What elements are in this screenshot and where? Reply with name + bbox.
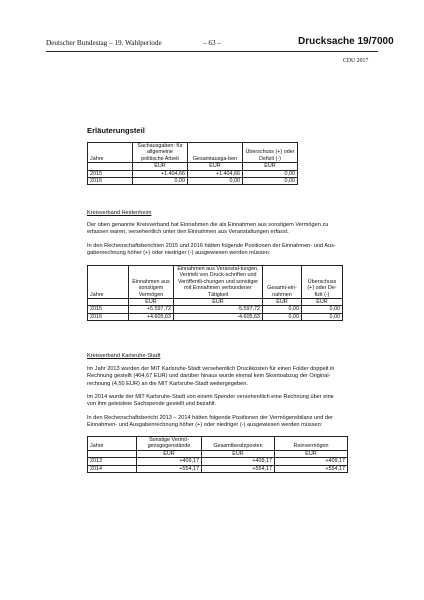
paragraph (87, 394, 379, 409)
table-cell: 2016 (88, 313, 129, 320)
text-line: Rechnung gestellt (404,67 EUR) und darüber hinaus wurde einmal kein Skontoabzug der Original- (87, 373, 331, 380)
table-cell: +409,17 (275, 458, 348, 465)
table-cell: +1.404,66 (188, 170, 243, 177)
table-assets (87, 436, 348, 473)
unit-cell (88, 450, 137, 457)
party-label: CDU 2017 (343, 58, 369, 64)
unit-cell (88, 163, 133, 170)
table-row (88, 170, 298, 177)
table-cell: 0,00 (243, 178, 298, 185)
table-cell: 0,00 (133, 178, 188, 185)
table-header-row (88, 266, 343, 299)
col-header: Gesamtbesitzposten (202, 437, 275, 451)
table-cell: +554,17 (137, 465, 202, 472)
text-line: Im Jahr 2013 wurden der MIT Karlsruhe-Stadt versehentlich Druckkosten für einen Folder doppelt in (87, 366, 335, 372)
text-line: Im 2014 wurde der MIT Karlsruhe-Stadt von einem Spender versehentlich eine Rechnung über eine (87, 394, 334, 400)
paragraph (87, 222, 379, 237)
table-cell: 2015 (88, 170, 133, 177)
table-cell: +554,17 (202, 465, 275, 472)
unit-cell: EUR (174, 299, 263, 306)
text-line: Einnahmen- und Ausgabenrechnung höher (+) oder niedriger (-) ausgewiesen werden müssen: (87, 422, 323, 429)
table-cell: 0,00 (243, 170, 298, 177)
table-header-row (88, 143, 298, 163)
table-cell: +409,17 (202, 458, 275, 465)
unit-cell: EUR (302, 299, 343, 306)
unit-cell: EUR (137, 450, 202, 457)
text-line: erfassen waren, versehentlich unter den Einnahmen aus Veranstaltungen erfasst. (87, 229, 289, 236)
unit-cell: EUR (129, 299, 174, 306)
table-cell: 2016 (88, 178, 133, 185)
table-cell: 0,00 (302, 306, 343, 313)
table-cell: 0,00 (263, 313, 302, 320)
table-cell: 0,00 (188, 178, 243, 185)
col-header: Sonstige Vermö-gensgegenstände (137, 437, 202, 451)
paragraph (87, 366, 379, 388)
table-cell: +4.605,63 (129, 313, 174, 320)
unit-cell (88, 299, 129, 306)
col-header: Einnahmen aus Veranstal-tungen, Vertrieb von Druck-schriften und Veröffentli-chungen und sonstiger mit Einnahmen verbundener Tätigkeit (174, 266, 263, 299)
table-expenses (87, 142, 298, 185)
drucksache-number-value: 7000 (371, 36, 394, 47)
col-header: Überschuss (+) oder De-fizit (-) (302, 266, 343, 299)
table-cell: 0,00 (263, 306, 302, 313)
table-unit-row (88, 163, 298, 170)
unit-cell: EUR (202, 450, 275, 457)
col-header: Gesamtausga-ben (188, 143, 243, 163)
table-unit-row (88, 450, 348, 457)
table-row (88, 178, 298, 185)
unit-cell: EUR (275, 450, 348, 457)
table-cell: +409,17 (137, 458, 202, 465)
section-heading-heidenheim: Kreisverband Heidenheim (87, 210, 152, 216)
header-parliament: Deutscher Bundestag – 19. Wahlperiode (46, 39, 162, 47)
table-cell: 0,00 (302, 313, 343, 320)
table-cell: -5.597,72 (174, 306, 263, 313)
paragraph (87, 243, 379, 258)
col-header: Überschuss (+) oder Defizit (-) (243, 143, 298, 163)
text-line: gabenrechnung höher (+) oder niedriger (-) ausgewiesen werden müssen: (87, 250, 271, 257)
page-number: – 63 – (203, 39, 221, 47)
table-cell: 2015 (88, 306, 129, 313)
table-row (88, 313, 343, 320)
unit-cell: EUR (263, 299, 302, 306)
text-line: In den Rechenschaftsbericht 2013 – 2014 hätten folgende Positionen der Vermögensbilanz und der (87, 415, 333, 421)
col-header: Einnahmen aus sonstigem Vermögen (129, 266, 174, 299)
col-header: Jahre (88, 143, 133, 163)
table-row (88, 458, 348, 465)
table-income (87, 265, 343, 321)
table-header-row (88, 437, 348, 451)
table-cell: 2014 (88, 465, 137, 472)
unit-cell: EUR (188, 163, 243, 170)
col-header: Gesamt-ein-nahmen (263, 266, 302, 299)
table-row (88, 306, 343, 313)
col-header: Jahre (88, 437, 137, 451)
drucksache-label: Drucksache 19/ (298, 36, 372, 47)
text-line: rechnung (4,50 EUR) an die MIT Karlsruhe-Stadt weitergegeben. (87, 380, 248, 387)
section-title: Erläuterungsteil (87, 126, 145, 135)
col-header: Reinvermögen (275, 437, 348, 451)
paragraph (87, 415, 379, 430)
unit-cell: EUR (133, 163, 188, 170)
table-cell: +554,17 (275, 465, 348, 472)
table-cell: -4.605,63 (174, 313, 263, 320)
text-line: Der oben genannte Kreisverband hat Einnahmen die als Einnahmen aus sonstigem Vermögen zu (87, 222, 329, 228)
col-header: Sachausgaben: für allgemeine politische Arbeit (133, 143, 188, 163)
table-cell: +1.404,66 (133, 170, 188, 177)
section-heading-karlsruhe: Kreisverband Karlsruhe-Stadt (87, 353, 161, 359)
table-row (88, 465, 348, 472)
table-cell: 2013 (88, 458, 137, 465)
table-cell: +5.597,72 (129, 306, 174, 313)
col-header: Jahre (88, 266, 129, 299)
text-line: In den Rechenschaftsberichten 2015 und 2016 hätten folgende Positionen der Einnahmen- und Aus- (87, 243, 336, 249)
text-line: von ihm geleistete Sachspende gestellt und bezahlt. (87, 401, 217, 408)
unit-cell: EUR (243, 163, 298, 170)
table-unit-row (88, 299, 343, 306)
header-rule (46, 51, 378, 52)
drucksache-number (298, 36, 394, 47)
